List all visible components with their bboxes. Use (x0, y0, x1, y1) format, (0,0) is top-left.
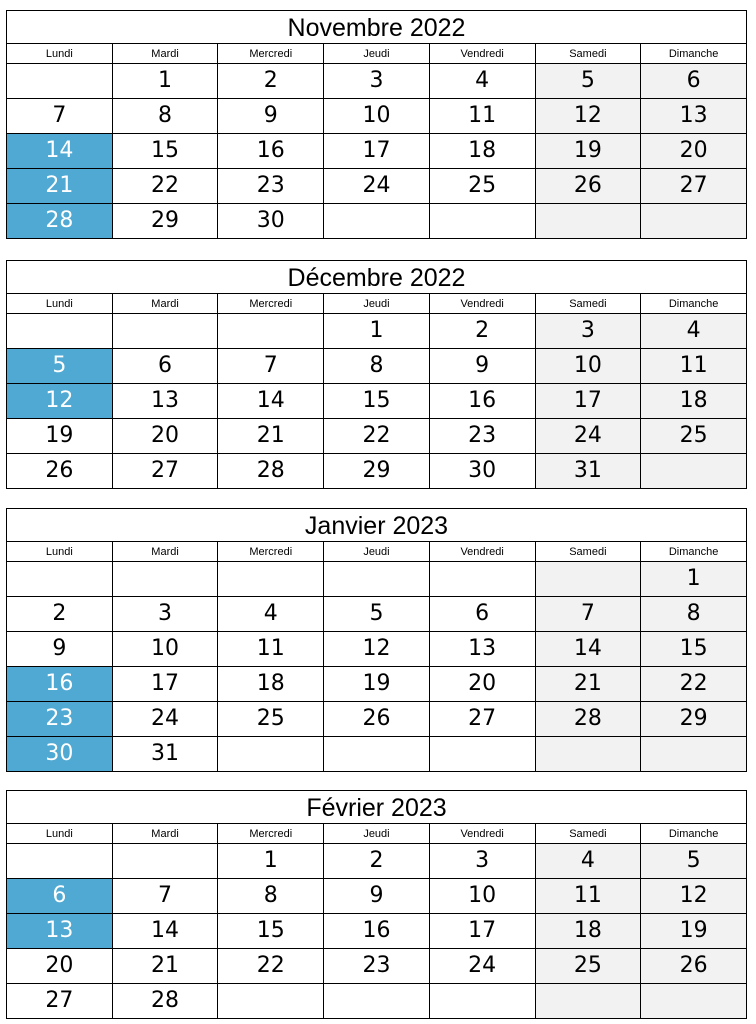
day-cell: 3 (324, 64, 430, 99)
day-cell: 11 (218, 632, 324, 667)
day-cell: 13 (112, 384, 218, 419)
day-cell: 20 (641, 134, 747, 169)
day-cell: 17 (324, 134, 430, 169)
day-cell: 29 (641, 702, 747, 737)
day-cell: 6 (429, 597, 535, 632)
week-row (7, 597, 747, 632)
day-cell: 16 (324, 914, 430, 949)
month-calendar (6, 260, 747, 489)
day-cell: 21 (535, 667, 641, 702)
day-cell: 7 (535, 597, 641, 632)
month-table (6, 260, 747, 489)
day-cell: 21 (112, 949, 218, 984)
empty-day-cell (429, 984, 535, 1019)
day-cell: 26 (535, 169, 641, 204)
week-row (7, 914, 747, 949)
day-cell: 28 (7, 204, 113, 239)
day-cell: 7 (218, 349, 324, 384)
day-cell: 8 (112, 99, 218, 134)
day-cell: 13 (429, 632, 535, 667)
day-cell: 27 (112, 454, 218, 489)
weekday-header: Mercredi (218, 542, 324, 562)
day-cell: 9 (429, 349, 535, 384)
week-row (7, 949, 747, 984)
weekday-header: Mardi (112, 294, 218, 314)
day-cell: 29 (112, 204, 218, 239)
month-title: Novembre 2022 (7, 11, 747, 44)
weekday-header: Dimanche (641, 824, 747, 844)
day-cell: 15 (641, 632, 747, 667)
weekday-header: Jeudi (324, 542, 430, 562)
weekday-header: Jeudi (324, 294, 430, 314)
week-row (7, 737, 747, 772)
day-cell: 19 (535, 134, 641, 169)
week-row (7, 349, 747, 384)
weekday-header: Jeudi (324, 44, 430, 64)
day-cell: 3 (429, 844, 535, 879)
day-cell: 31 (112, 737, 218, 772)
day-cell: 5 (324, 597, 430, 632)
day-cell: 23 (429, 419, 535, 454)
empty-day-cell (324, 984, 430, 1019)
empty-day-cell (218, 314, 324, 349)
day-cell: 25 (429, 169, 535, 204)
weekday-header: Lundi (7, 44, 113, 64)
weekday-header: Dimanche (641, 44, 747, 64)
empty-day-cell (7, 314, 113, 349)
week-row (7, 844, 747, 879)
day-cell: 10 (535, 349, 641, 384)
weekday-header: Lundi (7, 294, 113, 314)
empty-day-cell (429, 204, 535, 239)
day-cell: 7 (112, 879, 218, 914)
empty-day-cell (429, 562, 535, 597)
day-cell: 20 (429, 667, 535, 702)
day-cell: 3 (112, 597, 218, 632)
day-cell: 14 (218, 384, 324, 419)
day-cell: 11 (429, 99, 535, 134)
day-cell: 2 (7, 597, 113, 632)
month-calendar (6, 508, 747, 772)
empty-day-cell (218, 984, 324, 1019)
weekday-header: Lundi (7, 542, 113, 562)
empty-day-cell (112, 314, 218, 349)
week-row (7, 384, 747, 419)
day-cell: 25 (641, 419, 747, 454)
day-cell: 18 (218, 667, 324, 702)
day-cell: 24 (324, 169, 430, 204)
month-table (6, 790, 747, 1019)
day-cell: 5 (7, 349, 113, 384)
day-cell: 8 (218, 879, 324, 914)
day-cell: 22 (641, 667, 747, 702)
day-cell: 24 (429, 949, 535, 984)
weekday-header: Samedi (535, 294, 641, 314)
day-cell: 21 (7, 169, 113, 204)
day-cell: 4 (535, 844, 641, 879)
day-cell: 14 (7, 134, 113, 169)
weekday-header: Dimanche (641, 294, 747, 314)
empty-day-cell (535, 984, 641, 1019)
empty-day-cell (535, 737, 641, 772)
week-row (7, 879, 747, 914)
month-title: Janvier 2023 (7, 509, 747, 542)
week-row (7, 204, 747, 239)
day-cell: 2 (324, 844, 430, 879)
day-cell: 14 (112, 914, 218, 949)
day-cell: 17 (429, 914, 535, 949)
week-row (7, 419, 747, 454)
day-cell: 19 (324, 667, 430, 702)
week-row (7, 314, 747, 349)
day-cell: 22 (218, 949, 324, 984)
day-cell: 5 (535, 64, 641, 99)
day-cell: 25 (535, 949, 641, 984)
weekday-header: Vendredi (429, 44, 535, 64)
day-cell: 11 (535, 879, 641, 914)
week-row (7, 99, 747, 134)
day-cell: 23 (324, 949, 430, 984)
day-cell: 4 (641, 314, 747, 349)
day-cell: 16 (429, 384, 535, 419)
day-cell: 12 (641, 879, 747, 914)
week-row (7, 169, 747, 204)
weekday-header: Mardi (112, 542, 218, 562)
day-cell: 9 (218, 99, 324, 134)
month-calendar (6, 790, 747, 1019)
day-cell: 30 (429, 454, 535, 489)
day-cell: 4 (429, 64, 535, 99)
month-title: Décembre 2022 (7, 261, 747, 294)
day-cell: 24 (112, 702, 218, 737)
weekday-header: Lundi (7, 824, 113, 844)
day-cell: 10 (429, 879, 535, 914)
empty-day-cell (112, 844, 218, 879)
day-cell: 27 (7, 984, 113, 1019)
day-cell: 28 (218, 454, 324, 489)
empty-day-cell (7, 562, 113, 597)
empty-day-cell (324, 204, 430, 239)
weekday-header: Vendredi (429, 824, 535, 844)
week-row (7, 64, 747, 99)
day-cell: 15 (218, 914, 324, 949)
empty-day-cell (641, 204, 747, 239)
weekday-header: Mardi (112, 44, 218, 64)
week-row (7, 984, 747, 1019)
day-cell: 17 (112, 667, 218, 702)
empty-day-cell (324, 737, 430, 772)
empty-day-cell (641, 984, 747, 1019)
empty-day-cell (535, 562, 641, 597)
day-cell: 27 (429, 702, 535, 737)
week-row (7, 702, 747, 737)
empty-day-cell (641, 737, 747, 772)
day-cell: 23 (218, 169, 324, 204)
day-cell: 22 (112, 169, 218, 204)
month-title: Février 2023 (7, 791, 747, 824)
weekday-header: Vendredi (429, 294, 535, 314)
day-cell: 9 (7, 632, 113, 667)
day-cell: 19 (7, 419, 113, 454)
weekday-header: Samedi (535, 44, 641, 64)
day-cell: 6 (112, 349, 218, 384)
week-row (7, 134, 747, 169)
weekday-header: Mercredi (218, 44, 324, 64)
week-row (7, 562, 747, 597)
day-cell: 2 (218, 64, 324, 99)
day-cell: 15 (112, 134, 218, 169)
day-cell: 30 (218, 204, 324, 239)
day-cell: 21 (218, 419, 324, 454)
day-cell: 1 (218, 844, 324, 879)
day-cell: 13 (641, 99, 747, 134)
day-cell: 18 (429, 134, 535, 169)
day-cell: 19 (641, 914, 747, 949)
empty-day-cell (7, 64, 113, 99)
day-cell: 12 (7, 384, 113, 419)
day-cell: 26 (7, 454, 113, 489)
day-cell: 10 (324, 99, 430, 134)
week-row (7, 667, 747, 702)
day-cell: 1 (641, 562, 747, 597)
week-row (7, 454, 747, 489)
day-cell: 6 (7, 879, 113, 914)
day-cell: 8 (641, 597, 747, 632)
day-cell: 14 (535, 632, 641, 667)
empty-day-cell (641, 454, 747, 489)
day-cell: 12 (324, 632, 430, 667)
day-cell: 29 (324, 454, 430, 489)
day-cell: 27 (641, 169, 747, 204)
month-table (6, 10, 747, 239)
day-cell: 3 (535, 314, 641, 349)
empty-day-cell (535, 204, 641, 239)
day-cell: 28 (112, 984, 218, 1019)
day-cell: 30 (7, 737, 113, 772)
day-cell: 25 (218, 702, 324, 737)
day-cell: 22 (324, 419, 430, 454)
day-cell: 4 (218, 597, 324, 632)
empty-day-cell (324, 562, 430, 597)
empty-day-cell (218, 562, 324, 597)
weekday-header: Dimanche (641, 542, 747, 562)
day-cell: 9 (324, 879, 430, 914)
day-cell: 18 (535, 914, 641, 949)
day-cell: 23 (7, 702, 113, 737)
day-cell: 1 (112, 64, 218, 99)
day-cell: 8 (324, 349, 430, 384)
day-cell: 20 (7, 949, 113, 984)
day-cell: 16 (218, 134, 324, 169)
weekday-header: Jeudi (324, 824, 430, 844)
day-cell: 10 (112, 632, 218, 667)
day-cell: 17 (535, 384, 641, 419)
day-cell: 6 (641, 64, 747, 99)
week-row (7, 632, 747, 667)
day-cell: 16 (7, 667, 113, 702)
day-cell: 26 (324, 702, 430, 737)
day-cell: 12 (535, 99, 641, 134)
day-cell: 31 (535, 454, 641, 489)
empty-day-cell (112, 562, 218, 597)
day-cell: 5 (641, 844, 747, 879)
day-cell: 15 (324, 384, 430, 419)
month-table (6, 508, 747, 772)
day-cell: 13 (7, 914, 113, 949)
day-cell: 26 (641, 949, 747, 984)
weekday-header: Mercredi (218, 294, 324, 314)
empty-day-cell (429, 737, 535, 772)
day-cell: 2 (429, 314, 535, 349)
weekday-header: Mardi (112, 824, 218, 844)
weekday-header: Samedi (535, 824, 641, 844)
month-calendar (6, 10, 747, 239)
weekday-header: Vendredi (429, 542, 535, 562)
weekday-header: Samedi (535, 542, 641, 562)
day-cell: 18 (641, 384, 747, 419)
empty-day-cell (7, 844, 113, 879)
day-cell: 20 (112, 419, 218, 454)
day-cell: 24 (535, 419, 641, 454)
day-cell: 1 (324, 314, 430, 349)
weekday-header: Mercredi (218, 824, 324, 844)
day-cell: 28 (535, 702, 641, 737)
day-cell: 7 (7, 99, 113, 134)
day-cell: 11 (641, 349, 747, 384)
empty-day-cell (218, 737, 324, 772)
